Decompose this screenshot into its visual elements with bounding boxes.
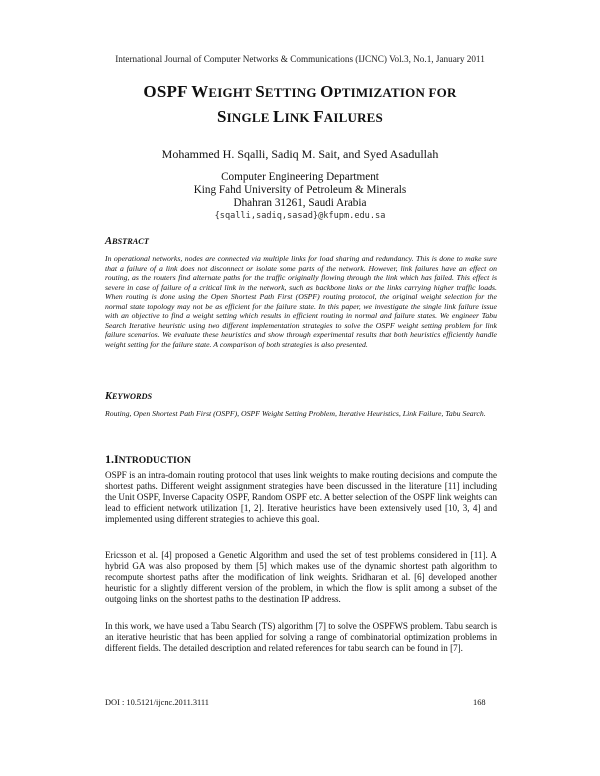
keywords-heading: KEYWORDS	[105, 391, 153, 402]
title-line-1: OSPF WEIGHT SETTING OPTIMIZATION FOR	[143, 82, 457, 101]
authors: Mohammed H. Sqalli, Sadiq M. Sait, and Syed Asadullah	[161, 147, 439, 161]
intro-paragraph-2: Ericsson et al. [4] proposed a Genetic Algorithm and used the set of test problems considered in [11]. A hybrid GA was also proposed by them [5] which makes use of the dynamic shortest path algorithm to recompute shortest paths after the modification of link weights. Sridharan et al. [6] developed another heuristic for a slightly different version of the problem, in which the flow is split among a subset of the outgoing links on the shortest paths to the destination IP address.	[105, 550, 497, 605]
journal-header: International Journal of Computer Networks & Communications (IJCNC) Vol.3, No.1, January 2011	[115, 54, 485, 64]
abstract-heading: ABSTRACT	[105, 236, 149, 247]
paper-title	[60, 80, 540, 130]
university: King Fahd University of Petroleum & Minerals	[193, 184, 407, 196]
department: Computer Engineering Department	[221, 171, 379, 183]
affiliation	[0, 171, 600, 223]
city: Dhahran 31261, Saudi Arabia	[233, 197, 367, 209]
author-emails: {sqalli,sadiq,sasad}@kfupm.edu.sa	[214, 211, 386, 221]
intro-paragraph-1: OSPF is an intra-domain routing protocol that uses link weights to make routing decisions and compute the shortest paths. Different weight assignment strategies have been discussed in the literature [11] including the Unit OSPF, Inverse Capacity OSPF, Random OSPF etc. A better selection of the OSPF link weights can lead to efficient network utilization [1, 2]. Iterative heuristics have been extensively used [10, 3, 4] and implemented using different strategies to achieve this goal.	[105, 470, 497, 525]
abstract-text: In operational networks, nodes are connected via multiple links for load sharing and redundancy. This is done to make sure that a failure of a link does not disconnect or isolate some parts of the network. However, link failures have an effect on routing, as the routers find alternate paths for the traffic originally flowing through the link which has failed. This effect is severe in case of failure of a critical link in the network, such as backbone links or the links carrying higher traffic loads. When routing is done using the Open Shortest Path First (OSPF) routing protocol, the original weight selection for the normal state topology may not be as efficient for the failure state. In this paper, we investigate the single link failure issue with an objective to find a weight setting which results in efficient routing in normal and failure states. We engineer Tabu Search Iterative heuristic using two different implementation strategies to solve the OSPF weight setting problem for link failure scenarios. We evaluate these heuristics and show through experimental results that both heuristics efficiently handle weight setting for the failure state. A comparison of both strategies is also presented.	[105, 254, 497, 349]
title-line-2: SINGLE LINK FAILURES	[217, 107, 383, 126]
keywords-text: Routing, Open Shortest Path First (OSPF), OSPF Weight Setting Problem, Iterative Heuristics, Link Failure, Tabu Search.	[105, 409, 486, 418]
page-number: 168	[473, 698, 486, 707]
intro-paragraph-3: In this work, we have used a Tabu Search (TS) algorithm [7] to solve the OSPFWS problem. Tabu search is an iterative heuristic that has been applied for solving a range of combinatorial optimization problems in different fields. The detailed description and related references for tabu search can be found in [7].	[105, 621, 497, 654]
doi: DOI : 10.5121/ijcnc.2011.3111	[105, 698, 209, 707]
introduction-heading: 1.INTRODUCTION	[105, 452, 191, 466]
